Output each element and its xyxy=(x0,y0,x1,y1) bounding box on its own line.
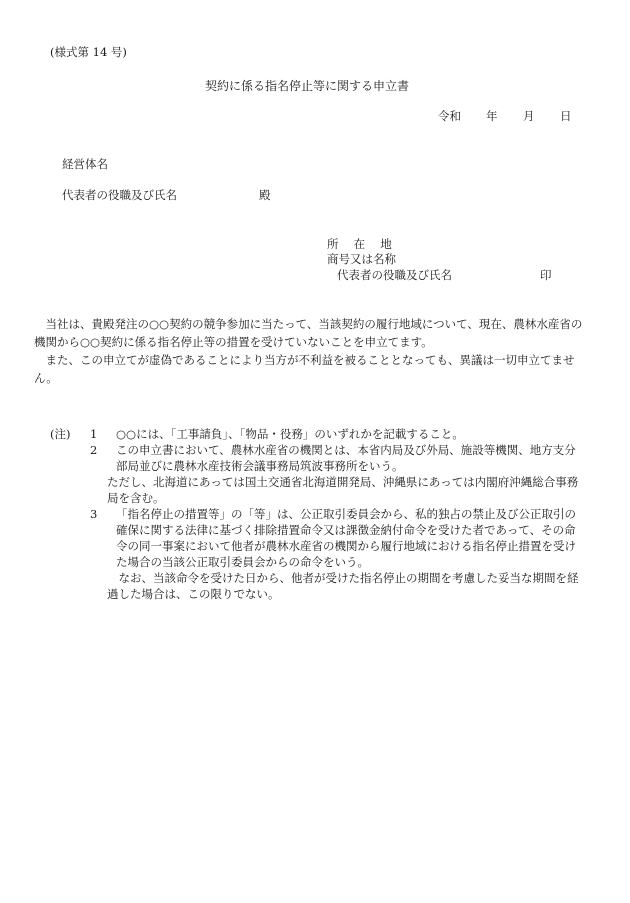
note-number-3: 3 xyxy=(90,507,98,521)
seal-mark: 印 xyxy=(540,268,552,282)
note-number-1: 1 xyxy=(90,427,98,441)
note-text-3: 「指名停止の措置等」の「等」は、公正取引委員会から、私的独占の禁止及び公正取引の確保に関する法律に基づく排除措置命令又は課徴金納付命令を受けた者であって、その命令の同一事案において他者が農林水産省の機関から履行地域における指名停止措置を受けた場合の当該公正取引委員会からの命令をいう。 xyxy=(116,507,576,569)
note-text-2-extra: ただし、北海道にあっては国土交通省北海道開発局、沖縄県にあっては内閣府沖縄総合事務局を含む。 xyxy=(107,475,579,505)
applicant-name-label: 商号又は名称 xyxy=(327,252,396,266)
honorific: 殿 xyxy=(259,188,271,202)
applicant-rep-label: 代表者の役職及び氏名 xyxy=(337,268,452,282)
body-paragraph-2: また、この申立てが虚偽であることにより当方が不利益を被ることとなっても、異議は一切申立てません。 xyxy=(34,353,575,385)
note-text-3-extra: なお、当該命令を受けた日から、他者が受けた指名停止の期間を考慮した妥当な期間を経過した場合は、この限りでない。 xyxy=(107,571,579,601)
date-year: 年 xyxy=(486,109,498,123)
date-era: 令和 xyxy=(438,109,461,123)
note-text-2: この申立書において、農林水産省の機関とは、本省内局及び外局、施設等機関、地方支分部局並びに農林水産技術会議事務局筑波事務所をいう。 xyxy=(116,443,576,473)
notes-label: (注) xyxy=(50,427,71,441)
addressee-org-label: 経営体名 xyxy=(62,157,108,171)
document-title: 契約に係る指名停止等に関する申立書 xyxy=(205,79,410,93)
date-day: 日 xyxy=(560,109,572,123)
note-number-2: 2 xyxy=(90,443,98,457)
date-month: 月 xyxy=(523,109,535,123)
applicant-address-label: 所 在 地 xyxy=(327,237,392,251)
form-number: (様式第 14 号) xyxy=(50,45,127,59)
addressee-rep-label: 代表者の役職及び氏名 xyxy=(62,188,177,202)
note-text-1: ○○には、「工事請負」、「物品・役務」のいずれかを記載すること。 xyxy=(116,427,464,441)
body-paragraph-1: 当社は、貴殿発注の○○契約の競争参加に当たって、当該契約の履行地域について、現在、農林水産省の機関から○○契約に係る指名停止等の措置を受けていないことを申立てます。 xyxy=(34,317,583,349)
